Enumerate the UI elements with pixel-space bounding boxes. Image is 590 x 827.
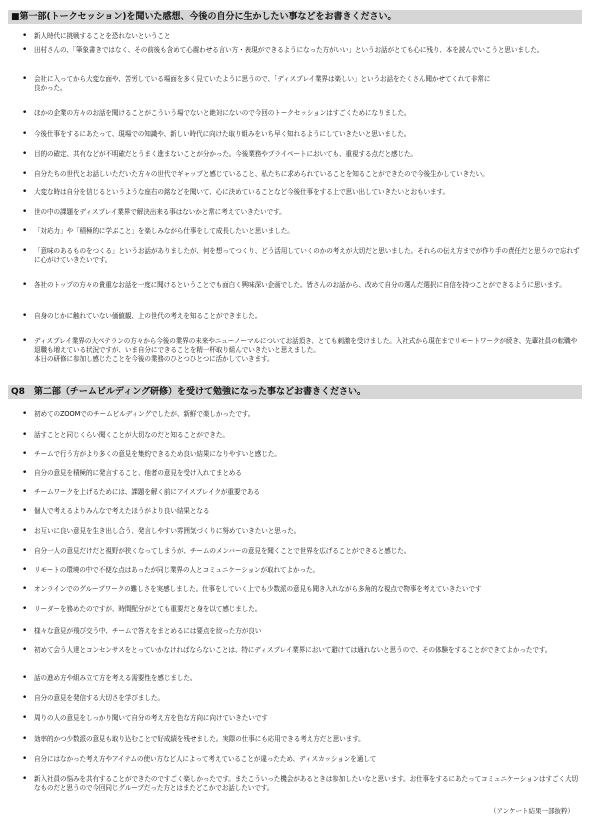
- list-bullet: •: [22, 565, 28, 575]
- list-bullet: •: [22, 734, 28, 744]
- list-bullet: •: [22, 645, 28, 655]
- list-item: 初めてのZOOMでのチームビルディングでしたが、新鮮で楽しかったです。: [34, 410, 255, 418]
- list-bullet: •: [22, 169, 28, 179]
- list-bullet: •: [22, 430, 28, 440]
- list-item: お互いに良い意見を生き出し合う、発言しやすい雰囲気づくりに努めていきたいと思った。: [34, 527, 301, 535]
- list-item: 新入社員の悩みを共有することができたのですごく楽しかったです。またこういった機会があるときは参加したいなと思います。お仕事をするにあたってコミュニケーションはすごく大切なものだと思うので今回同じグループだった方とはまたどこかでお話したいです。: [34, 775, 579, 792]
- list-item: 自分の意見を積極的に発言すること、他者の意見を受け入れてまとめる: [34, 469, 242, 477]
- list-bullet: •: [22, 187, 28, 197]
- list-item: 各社のトップの方々の貴重なお話を一度に聞けるということでも面白く興味深い企画でした。皆さんのお話から、改めて自分の選んだ選択に自信を持つことができるように思います。: [34, 281, 566, 289]
- list-item: リモートの環境の中で不便な点はあったが同じ業界の人とコミュニケーションが取れてよかった。: [34, 566, 319, 574]
- list-bullet: •: [22, 604, 28, 614]
- list-bullet: •: [22, 526, 28, 536]
- list-item: 初めて会う人達とコンセンサスをとっていかなければならないことは、特にディスプレイ業界において避けては通れないと思うので、その体験をすることができてよかったです。: [34, 646, 552, 654]
- list-item: 会社に入ってから大変な面や、苦労している場面を多く見ていたように思うので、「ディスプレイ業界は楽しい」というお話をたくさん聞かせてくれて非常に 良かった。: [34, 75, 491, 92]
- list-bullet: •: [22, 487, 28, 497]
- list-bullet: •: [22, 31, 28, 41]
- list-item: チームで行う方がより多くの意見を集約できるため良い結果になりやすいと感じた。: [34, 450, 281, 458]
- list-item: 大変な時は自分を信じるというような座右の銘などを聞いて、心に決めていることなど今後仕事をする上で思い出していきたいとおもいます。: [34, 188, 449, 196]
- list-bullet: •: [22, 226, 28, 236]
- list-item: 自分一人の意見だけだと視野が狭くなってしまうが、チームのメンバーの意見を聞くことで世界を広げることができると感じた。: [34, 547, 411, 555]
- list-bullet: •: [22, 108, 28, 118]
- list-item: 様々な意見が飛び交う中、チームで答えをまとめるには要点を絞った方が良い: [34, 627, 262, 635]
- list-bullet: •: [22, 584, 28, 594]
- list-bullet: •: [22, 506, 28, 516]
- list-bullet: •: [22, 546, 28, 556]
- list-item: 個人で考えるよりみんなで考えたほうがより良い結果となる: [34, 507, 210, 515]
- list-bullet: •: [22, 336, 28, 346]
- list-item: 新人時代に挑戦することを恐れないということ: [34, 32, 171, 40]
- list-bullet: •: [22, 693, 28, 703]
- list-bullet: •: [22, 149, 28, 159]
- list-item: 世の中の課題をディスプレイ業界で解決出来る事はないかと常に考えていきたいです。: [34, 208, 286, 216]
- list-item: 自身のじかに触れていない価値観、上の世代の考えを知ることができました。: [34, 312, 262, 320]
- list-bullet: •: [22, 673, 28, 683]
- list-item: ディスプレイ業界の大ベテランの方々から今後の業界の未来やニューノーマルについてお話頂き、とても刺激を受けました。入社式から現在までリモートワークが続き、先輩社員の転職や退職も増えている状況ですが、いま自分にできることを精一杯取り組んでいきたいと思えました。 本日の研修に参加し感じたことを今後の業務のひとつひとつに活かしていきます。: [34, 337, 578, 363]
- list-item: 周りの人の意見をしっかり聞いて自分の考え方を色な方向に向けていきたいです: [34, 714, 268, 722]
- list-item: チームワークを上げるためには、課題を解く前にアイスブレイクが重要である: [34, 488, 260, 496]
- list-bullet: •: [22, 754, 28, 764]
- list-bullet: •: [22, 207, 28, 217]
- list-bullet: •: [22, 774, 28, 784]
- list-bullet: •: [22, 468, 28, 478]
- list-item: リーダーを務めたのですが、時間配分がとても重要だと身を以て感じました。: [34, 605, 262, 613]
- section1-title: ■第一部(トークセッション)を聞いた感想、今後の自分に生かしたい事などをお書きください。: [8, 10, 582, 24]
- list-bullet: •: [22, 280, 28, 290]
- list-item: 効率的かつ少数派の意見も取り込むことで好成績を残せました。実際の仕事にも応用できる考え方だと思います。: [34, 735, 365, 743]
- list-item: ほかの企業の方々のお話を聞けることがこういう場でないと絶対にないので今回のトークセッションはすごくためになりました。: [34, 109, 411, 117]
- list-item: 「対応力」や「積極的に学ぶこと」を楽しみながら仕事をして成長したいと思いました。: [34, 227, 294, 235]
- list-bullet: •: [22, 409, 28, 419]
- list-bullet: •: [22, 713, 28, 723]
- section2-title: Q8 第二部（チームビルディング研修）を受けて勉強になった事などお書きください。: [8, 385, 582, 399]
- list-item: 自分たちの世代とお話しいただいた方々の世代でギャップと感じていること、私たちに求められていることを知ることができたので今後生かしていきたい。: [34, 170, 489, 178]
- list-item: 目的の確定、共有などが不明確だとうまく進まないことが分かった。今後業務やプライベートにおいても、重視する点だと感じた。: [34, 150, 417, 158]
- list-item: 「意味のあるものをつくる」というお話がありましたが、何を想ってつくり、どう活用していくのかの考えが大切だと思いました。それらの伝え方までが作り手の責任だと思うので忘れずに心がけていきたいです。: [34, 247, 580, 264]
- list-item: 話すことと同じくらい聞くことが大切なのだと知ることができた。: [34, 431, 229, 439]
- list-bullet: •: [22, 74, 28, 84]
- list-item: 自分の意見を発信する大切さを学びました。: [34, 694, 164, 702]
- list-bullet: •: [22, 449, 28, 459]
- list-item: 田村さんの、「筆象書きではなく、その前後も含めて心震わせる言い方・表現ができるようになった方がいい」というお話がとても心に残り、本を読んでいこうと思いました。: [34, 46, 544, 54]
- list-bullet: •: [22, 129, 28, 139]
- list-bullet: •: [22, 45, 28, 55]
- list-item: オンラインでのグループワークの難しさを実感しました。仕事をしていく上でも少数派の意見も聞き入れながら多角的な視点で物事を考えていきたいです: [34, 585, 482, 593]
- list-bullet: •: [22, 626, 28, 636]
- list-bullet: •: [22, 246, 28, 256]
- list-item: 話の進め方や組み立て方を考える需要性を感じました。: [34, 674, 197, 682]
- list-item: 今後仕事をするにあたって、現場での知識や、新しい時代に向けた取り組みをいち早く知れるようにしていきたいと思いました。: [34, 130, 411, 138]
- footer-note: （アンケート結果一部抜粋）: [489, 807, 574, 815]
- list-item: 自分にはなかった考え方やアイテムの使い方など人によって考えていることが違ったため、ディスカッションを通して: [34, 755, 377, 763]
- list-bullet: •: [22, 311, 28, 321]
